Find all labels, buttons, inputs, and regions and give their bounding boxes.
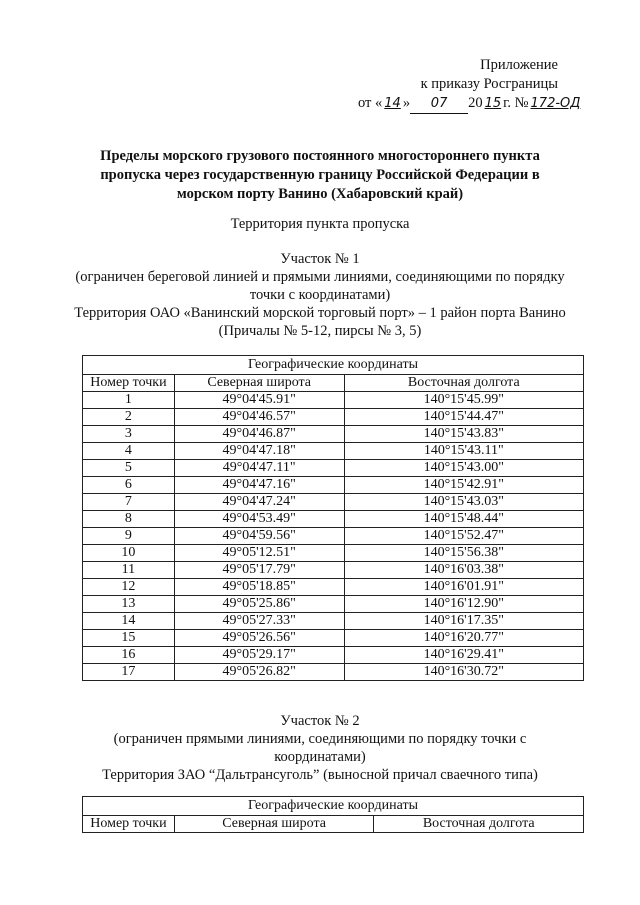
section2-heading: Участок № 2 bbox=[280, 713, 360, 729]
point-number: 11 bbox=[83, 562, 175, 579]
coordinates-table-2 bbox=[82, 796, 584, 833]
section2-desc-2: координатами) bbox=[274, 749, 366, 765]
month-field bbox=[410, 94, 468, 114]
longitude-cell: 140°15'43.83" bbox=[344, 426, 583, 443]
point-number: 7 bbox=[83, 494, 175, 511]
latitude-cell: 49°05'25.86" bbox=[174, 596, 344, 613]
coordinates-table-1 bbox=[82, 355, 584, 681]
table-row bbox=[83, 460, 584, 477]
table1-col-longitude: Восточная долгота bbox=[344, 375, 583, 392]
latitude-cell: 49°04'46.87" bbox=[174, 426, 344, 443]
point-number: 8 bbox=[83, 511, 175, 528]
territory-heading: Территория пункта пропуска bbox=[230, 216, 410, 232]
table-row bbox=[83, 511, 584, 528]
table-row bbox=[83, 545, 584, 562]
longitude-cell: 140°16'01.91" bbox=[344, 579, 583, 596]
table2-col-number: Номер точки bbox=[83, 816, 175, 833]
section2-block bbox=[40, 712, 600, 784]
latitude-cell: 49°05'29.17" bbox=[174, 647, 344, 664]
latitude-cell: 49°04'53.49" bbox=[174, 511, 344, 528]
number-prefix: г. № bbox=[503, 95, 529, 111]
longitude-cell: 140°15'45.99" bbox=[344, 392, 583, 409]
latitude-cell: 49°04'47.24" bbox=[174, 494, 344, 511]
section2-desc-1: (ограничен прямыми линиями, соединяющими по порядку точки с bbox=[113, 731, 527, 747]
longitude-cell: 140°16'03.38" bbox=[344, 562, 583, 579]
table-row bbox=[83, 392, 584, 409]
table-row bbox=[83, 409, 584, 426]
table-row bbox=[83, 443, 584, 460]
point-number: 2 bbox=[83, 409, 175, 426]
longitude-cell: 140°15'48.44" bbox=[344, 511, 583, 528]
appendix-title: Приложение bbox=[480, 57, 558, 73]
table-row bbox=[83, 528, 584, 545]
latitude-cell: 49°05'17.79" bbox=[174, 562, 344, 579]
handwritten-day: 14 bbox=[384, 96, 401, 111]
latitude-cell: 49°04'47.11" bbox=[174, 460, 344, 477]
longitude-cell: 140°15'56.38" bbox=[344, 545, 583, 562]
longitude-cell: 140°15'44.47" bbox=[344, 409, 583, 426]
year-prefix: 20 bbox=[468, 95, 483, 111]
date-mid: » bbox=[402, 95, 411, 111]
table-row bbox=[83, 630, 584, 647]
section1-desc-2: точки с координатами) bbox=[249, 287, 391, 303]
longitude-cell: 140°15'43.00" bbox=[344, 460, 583, 477]
table2-col-latitude: Северная широта bbox=[174, 816, 374, 833]
handwritten-month: 07 bbox=[430, 96, 448, 111]
section1-territory: Территория ОАО «Ванинский морской торговый порт» – 1 район порта Ванино bbox=[74, 305, 566, 321]
latitude-cell: 49°04'46.57" bbox=[174, 409, 344, 426]
section1-desc-1: (ограничен береговой линией и прямыми линиями, соединяющими по порядку bbox=[75, 269, 565, 285]
point-number: 6 bbox=[83, 477, 175, 494]
title-line-3: морском порту Ванино (Хабаровский край) bbox=[176, 186, 464, 202]
handwritten-year: 15 bbox=[484, 96, 502, 111]
latitude-cell: 49°04'47.16" bbox=[174, 477, 344, 494]
table1-group-header: Географические координаты bbox=[83, 356, 584, 375]
table-row bbox=[83, 426, 584, 443]
date-prefix: от « bbox=[358, 95, 383, 111]
table-row bbox=[83, 613, 584, 630]
appendix-order: к приказу Росграницы bbox=[420, 76, 558, 92]
longitude-cell: 140°15'52.47" bbox=[344, 528, 583, 545]
section2-territory: Территория ЗАО “Дальтрансуголь” (выносной причал свaечного типа) bbox=[102, 767, 538, 783]
appendix-block bbox=[358, 56, 581, 114]
table-row bbox=[83, 596, 584, 613]
latitude-cell: 49°05'26.82" bbox=[174, 664, 344, 681]
latitude-cell: 49°04'47.18" bbox=[174, 443, 344, 460]
appendix-date-line bbox=[358, 94, 581, 114]
longitude-cell: 140°16'17.35" bbox=[344, 613, 583, 630]
point-number: 13 bbox=[83, 596, 175, 613]
longitude-cell: 140°16'12.90" bbox=[344, 596, 583, 613]
handwritten-order-number: 172-ОД bbox=[530, 96, 581, 111]
point-number: 12 bbox=[83, 579, 175, 596]
table2-col-longitude: Восточная долгота bbox=[374, 816, 584, 833]
point-number: 1 bbox=[83, 392, 175, 409]
table-row bbox=[83, 579, 584, 596]
table-row bbox=[83, 647, 584, 664]
latitude-cell: 49°04'59.56" bbox=[174, 528, 344, 545]
longitude-cell: 140°15'43.03" bbox=[344, 494, 583, 511]
table-row bbox=[83, 664, 584, 681]
point-number: 4 bbox=[83, 443, 175, 460]
latitude-cell: 49°05'12.51" bbox=[174, 545, 344, 562]
latitude-cell: 49°05'27.33" bbox=[174, 613, 344, 630]
title-line-2: пропуска через государственную границу Российской Федерации в bbox=[100, 167, 540, 183]
section1-piers: (Причалы № 5-12, пирсы № 3, 5) bbox=[218, 323, 422, 339]
point-number: 15 bbox=[83, 630, 175, 647]
point-number: 5 bbox=[83, 460, 175, 477]
latitude-cell: 49°05'26.56" bbox=[174, 630, 344, 647]
section1-block bbox=[40, 250, 600, 340]
table1-col-number: Номер точки bbox=[83, 375, 175, 392]
point-number: 10 bbox=[83, 545, 175, 562]
point-number: 16 bbox=[83, 647, 175, 664]
latitude-cell: 49°04'45.91" bbox=[174, 392, 344, 409]
point-number: 9 bbox=[83, 528, 175, 545]
table2-group-header: Географические координаты bbox=[83, 797, 584, 816]
longitude-cell: 140°15'43.11" bbox=[344, 443, 583, 460]
point-number: 17 bbox=[83, 664, 175, 681]
title-line-1: Пределы морского грузового постоянного многостороннего пункта bbox=[100, 148, 540, 164]
point-number: 14 bbox=[83, 613, 175, 630]
table-row bbox=[83, 494, 584, 511]
longitude-cell: 140°16'29.41" bbox=[344, 647, 583, 664]
table-row bbox=[83, 562, 584, 579]
section1-heading: Участок № 1 bbox=[280, 251, 360, 267]
document-title bbox=[60, 147, 580, 204]
longitude-cell: 140°16'30.72" bbox=[344, 664, 583, 681]
longitude-cell: 140°15'42.91" bbox=[344, 477, 583, 494]
point-number: 3 bbox=[83, 426, 175, 443]
longitude-cell: 140°16'20.77" bbox=[344, 630, 583, 647]
table1-col-latitude: Северная широта bbox=[174, 375, 344, 392]
latitude-cell: 49°05'18.85" bbox=[174, 579, 344, 596]
table-row bbox=[83, 477, 584, 494]
